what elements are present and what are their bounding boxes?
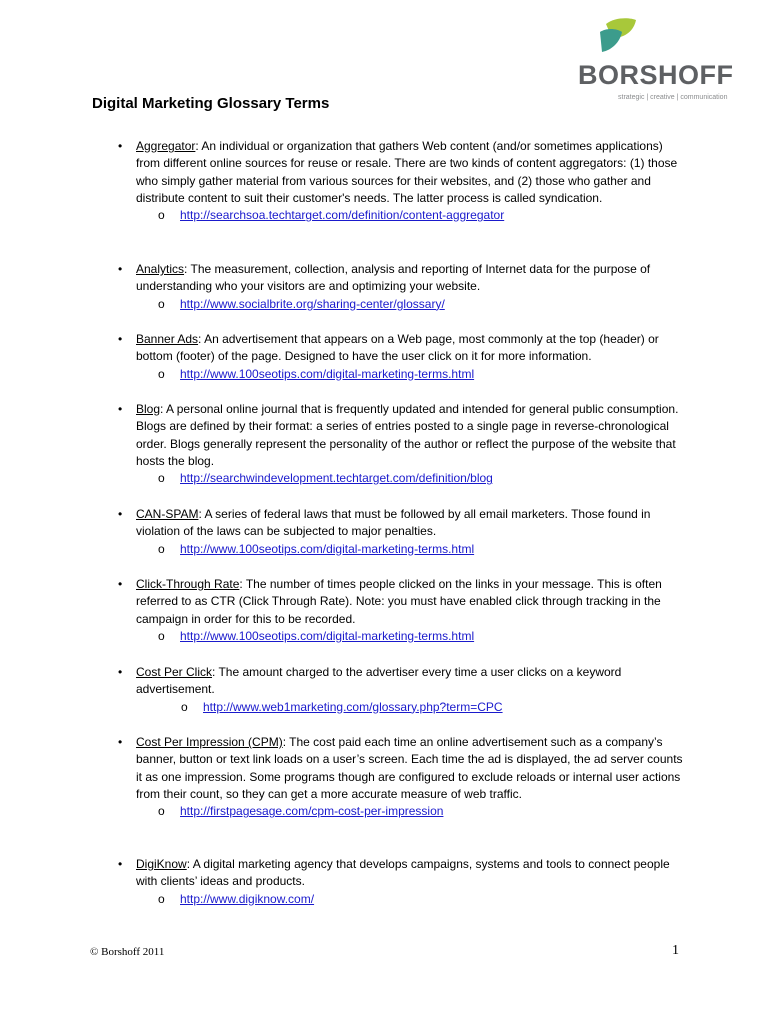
term: Analytics [136,262,185,276]
term: Cost Per Click [136,665,213,679]
term: Banner Ads [136,332,199,346]
sub-bullet-icon: o [158,366,165,381]
borshoff-logo [578,14,738,101]
sub-bullet-icon: o [158,208,165,223]
definition: An individual or organization that gathers Web content (and/or sometimes applications) from different online sources for reuse or resale. There are two kinds of content aggregators: (1) those who simply gather material from various sources for their websites, and (2) those who gather and distribute content to suit their customer's needs. The latter process is called syndication. [136,139,678,205]
reference-link[interactable]: http://www.100seotips.com/digital-marketing-terms.html [180,366,475,381]
page-number: 1 [672,943,679,958]
bullet-icon: • [118,665,123,679]
bullet-icon: • [118,402,123,416]
sub-bullet-icon: o [158,471,165,486]
bullet-icon: • [118,577,123,591]
term: Cost Per Impression (CPM) [136,735,283,749]
sub-bullet-icon: o [158,628,165,643]
logo-wordmark: BORSHOFF [578,60,734,90]
glossary-entry-analytics: • Analytics: The measurement, collection, analysis and reporting of Internet data for the purpose of understanding who your visitors are and optimizing your website. o http://www.socialbrite.org/sharing-center/glossary/ [118,261,688,313]
reference-link[interactable]: http://searchwindevelopment.techtarget.com/definition/blog [180,471,493,486]
definition: A series of federal laws that must be followed by all email marketers. Those found in violation of the laws can be subjected to major penalties. [136,507,651,539]
definition: The measurement, collection, analysis and reporting of Internet data for the purpose of understanding who your visitors are and optimizing your website. [136,262,651,294]
bullet-icon: • [118,857,123,871]
term: CAN-SPAM [136,507,199,521]
reference-link[interactable]: http://firstpagesage.com/cpm-cost-per-impression [180,804,444,819]
reference-link[interactable]: http://www.100seotips.com/digital-marketing-terms.html [180,541,475,556]
term: Aggregator [136,139,196,153]
logo-tagline: strategic | creative | communication [618,94,728,101]
glossary-entry-aggregator: • Aggregator: An individual or organization that gathers Web content (and/or sometimes applications) from different online sources for reuse or resale. There are two kinds of content aggregators: (1) those who simply gather material from various sources for their websites, and (2) those who gather and distribute content to suit their customer's needs. The latter process is called syndication. o http://searchsoa.techtarget.com/definition/content-aggregator [118,138,688,224]
bullet-icon: • [118,139,123,153]
term: DigiKnow [136,857,187,871]
reference-link[interactable]: http://www.web1marketing.com/glossary.php?term=CPC [203,699,503,714]
leaf-icon [598,18,638,54]
page-title: Digital Marketing Glossary Terms [92,95,330,112]
term: Blog [136,402,161,416]
definition: The amount charged to the advertiser every time a user clicks on a keyword advertisement. [136,665,622,697]
bullet-icon: • [118,332,123,346]
glossary-entry-cost-per-click: • Cost Per Click: The amount charged to the advertiser every time a user clicks on a keyword advertisement. o http://www.web1marketing.com/glossary.php?term=CPC [118,664,688,716]
definition: A personal online journal that is frequently updated and intended for general public consumption. Blogs are defined by their format: a series of entries posted to a single page in reverse-chronological order. Blogs generally represent the personality of the author or reflect the purpose of the website that hosts the blog. [136,402,679,468]
bullet-icon: • [118,507,123,521]
reference-link[interactable]: http://www.digiknow.com/ [180,891,315,906]
sub-bullet-icon: o [181,699,188,714]
definition: The cost paid each time an online advertisement such as a company’s banner, button or text link loads on a user’s screen. Each time the ad is displayed, the ad server counts it as one impression. Some programs though are configured to exclude reloads or internal user actions from their count, so they can get a more accurate measure of web traffic. [136,735,683,801]
definition: The number of times people clicked on the links in your message. This is often referred to as CTR (Click Through Rate). Note: you must have enabled click through tracking in the campaign in order for this to be recorded. [136,577,662,626]
glossary-entry-blog: • Blog: A personal online journal that is frequently updated and intended for general public consumption. Blogs are defined by their format: a series of entries posted to a single page in reverse-chronological order. Blogs generally represent the personality of the author or reflect the purpose of the website that hosts the blog. o http://searchwindevelopment.techtarget.com/definition/blog [118,401,688,487]
glossary-entry-digiknow: • DigiKnow: A digital marketing agency that develops campaigns, systems and tools to connect people with clients’ ideas and products. o http://www.digiknow.com/ [118,856,688,908]
sub-bullet-icon: o [158,296,165,311]
bullet-icon: • [118,735,123,749]
glossary-entry-click-through-rate: • Click-Through Rate: The number of times people clicked on the links in your message. This is often referred to as CTR (Click Through Rate). Note: you must have enabled click through tracking in the campaign in order for this to be recorded. o http://www.100seotips.com/digital-marketing-terms.html [118,576,688,645]
glossary-entry-can-spam: • CAN-SPAM: A series of federal laws that must be followed by all email marketers. Those found in violation of the laws can be subjected to major penalties. o http://www.100seotips.com/digital-marketing-terms.html [118,506,688,558]
glossary-entry-banner-ads: • Banner Ads: An advertisement that appears on a Web page, most commonly at the top (header) or bottom (footer) of the page. Designed to have the user click on it for more information. o http://www.100seotips.com/digital-marketing-terms.html [118,331,688,383]
sub-bullet-icon: o [158,804,165,819]
definition: A digital marketing agency that develops campaigns, systems and tools to connect people with clients’ ideas and products. [136,857,670,889]
sub-bullet-icon: o [158,891,165,906]
bullet-icon: • [118,262,123,276]
term: Click-Through Rate [136,577,240,591]
footer-copyright: © Borshoff 2011 [90,946,165,958]
definition: An advertisement that appears on a Web page, most commonly at the top (header) or bottom (footer) of the page. Designed to have the user click on it for more information. [136,332,659,364]
glossary-entry-cost-per-impression: • Cost Per Impression (CPM): The cost paid each time an online advertisement such as a company’s banner, button or text link loads on a user’s screen. Each time the ad is displayed, the ad server counts it as one impression. Some programs though are configured to exclude reloads or internal user actions from their count, so they can get a more accurate measure of web traffic. o http://firstpagesage.com/cpm-cost-per-impression [118,734,688,820]
sub-bullet-icon: o [158,541,165,556]
reference-link[interactable]: http://searchsoa.techtarget.com/definition/content-aggregator [180,208,505,223]
reference-link[interactable]: http://www.100seotips.com/digital-marketing-terms.html [180,628,475,643]
reference-link[interactable]: http://www.socialbrite.org/sharing-center/glossary/ [180,296,445,311]
